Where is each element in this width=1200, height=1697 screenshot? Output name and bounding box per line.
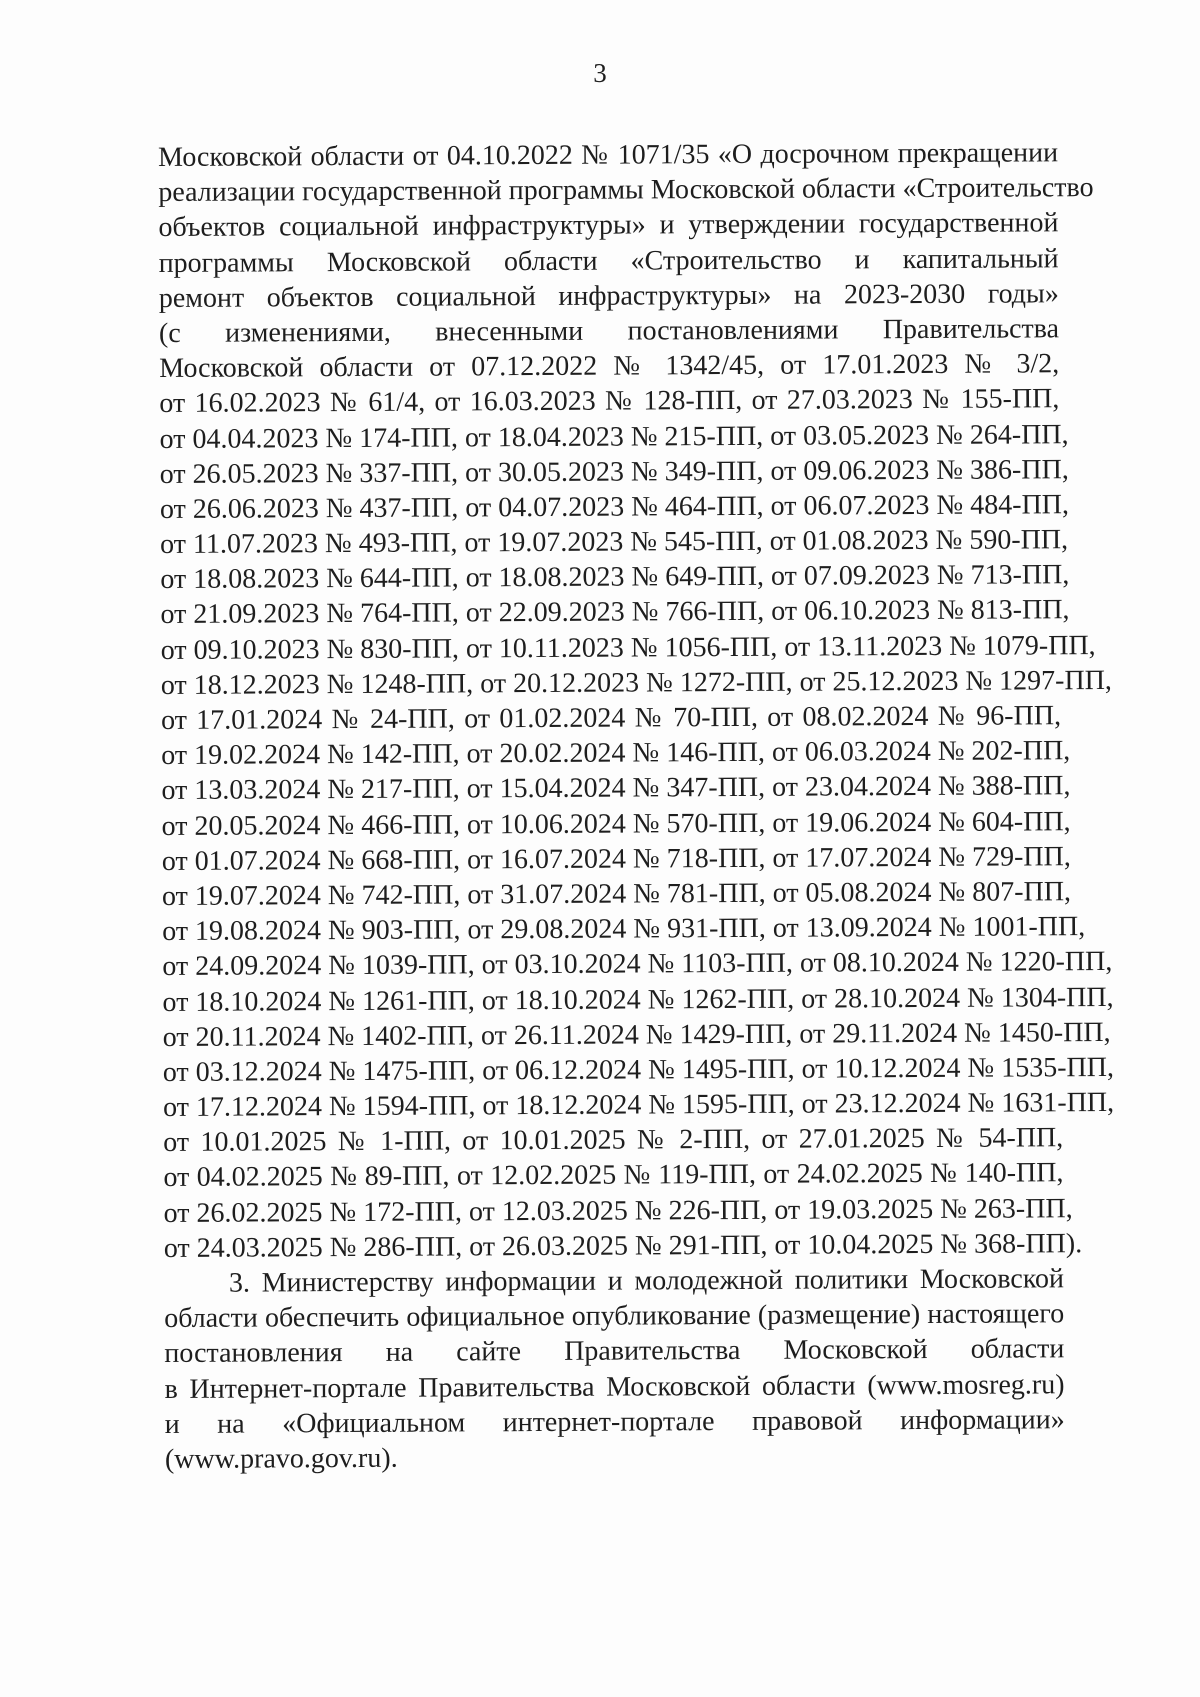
text-line: от 19.08.2024 № 903-ПП, от 29.08.2024 № 931-ПП, от 13.09.2024 № 1001-ПП,	[162, 911, 1086, 948]
text-line: в Интернет-портале Правительства Московской области (www.mosreg.ru)	[164, 1368, 1065, 1405]
text-line: от 18.08.2023 № 644-ПП, от 18.08.2023 № 649-ПП, от 07.09.2023 № 713-ПП,	[160, 559, 1070, 596]
text-line: от 17.01.2024 № 24-ПП, от 01.02.2024 № 70-ПП, от 08.02.2024 № 96-ПП,	[160, 700, 1062, 736]
text-line: от 20.11.2024 № 1402-ПП, от 26.11.2024 № 1429-ПП, от 29.11.2024 № 1450-ПП,	[162, 1016, 1111, 1053]
page-number: 3	[593, 58, 607, 88]
text-line: (с изменениями, внесенными постановлениями Правительства	[158, 313, 1060, 349]
text-line: от 18.12.2023 № 1248-ПП, от 20.12.2023 № 1272-ПП, от 25.12.2023 № 1297-ПП,	[160, 664, 1112, 701]
item-3-paragraph	[164, 1261, 1065, 1477]
document-body	[158, 135, 1115, 1477]
text-line: постановления на сайте Правительства Московской области	[164, 1333, 1065, 1370]
text-line: области обеспечить официальное опубликование (размещение) настоящего	[164, 1298, 1065, 1335]
text-line: от 01.07.2024 № 668-ПП, от 16.07.2024 № 718-ПП, от 17.07.2024 № 729-ПП,	[161, 840, 1071, 877]
main-paragraph	[158, 135, 1115, 1266]
text-line: от 17.12.2024 № 1594-ПП, от 18.12.2024 № 1595-ПП, от 23.12.2024 № 1631-ПП,	[162, 1087, 1115, 1124]
text-line: программы Московской области «Строительство и капитальный	[158, 242, 1059, 279]
text-line: от 11.07.2023 № 493-ПП, от 19.07.2023 № 545-ПП, от 01.08.2023 № 590-ПП,	[160, 524, 1069, 561]
text-line: реализации государственной программы Московской области «Строительство	[158, 172, 1094, 209]
text-line: от 20.05.2024 № 466-ПП, от 10.06.2024 № 570-ПП, от 19.06.2024 № 604-ПП,	[161, 805, 1071, 842]
text-line: от 04.02.2025 № 89-ПП, от 12.02.2025 № 119-ПП, от 24.02.2025 № 140-ПП,	[163, 1157, 1064, 1194]
text-line: от 24.03.2025 № 286-ПП, от 26.03.2025 № 291-ПП, от 10.04.2025 № 368-ПП).	[163, 1227, 1083, 1264]
text-line: от 19.02.2024 № 142-ПП, от 20.02.2024 № 146-ПП, от 06.03.2024 № 202-ПП,	[161, 735, 1071, 772]
text-line: от 18.10.2024 № 1261-ПП, от 18.10.2024 № 1262-ПП, от 28.10.2024 № 1304-ПП,	[162, 981, 1114, 1018]
text-line: ремонт объектов социальной инфраструктуры» на 2023-2030 годы»	[158, 278, 1059, 314]
text-line: от 26.05.2023 № 337-ПП, от 30.05.2023 № 349-ПП, от 09.06.2023 № 386-ПП,	[159, 453, 1069, 490]
text-line: от 26.06.2023 № 437-ПП, от 04.07.2023 № 464-ПП, от 06.07.2023 № 484-ПП,	[159, 489, 1070, 525]
text-line: от 26.02.2025 № 172-ПП, от 12.03.2025 № 226-ПП, от 19.03.2025 № 263-ПП,	[163, 1192, 1073, 1229]
text-line: объектов социальной инфраструктуры» и утверждении государственной	[158, 207, 1059, 244]
text-line: 3. Министерству информации и молодежной политики Московской	[228, 1263, 1065, 1299]
text-line: (www.pravo.gov.ru).	[164, 1442, 398, 1475]
text-line: Московской области от 07.12.2022 № 1342/45, от 17.01.2023 № 3/2,	[159, 348, 1060, 385]
text-line: Московской области от 04.10.2022 № 1071/35 «О досрочном прекращении	[158, 137, 1059, 173]
text-line: от 09.10.2023 № 830-ПП, от 10.11.2023 № 1056-ПП, от 13.11.2023 № 1079-ПП,	[160, 629, 1096, 666]
text-line: от 24.09.2024 № 1039-ПП, от 03.10.2024 № 1103-ПП, от 08.10.2024 № 1220-ПП,	[162, 946, 1113, 983]
text-line: от 04.04.2023 № 174-ПП, от 18.04.2023 № 215-ПП, от 03.05.2023 № 264-ПП,	[159, 418, 1069, 455]
text-line: от 16.02.2023 № 61/4, от 16.03.2023 № 128-ПП, от 27.03.2023 № 155-ПП,	[159, 383, 1060, 420]
text-line: от 19.07.2024 № 742-ПП, от 31.07.2024 № 781-ПП, от 05.08.2024 № 807-ПП,	[161, 876, 1072, 912]
text-line: от 13.03.2024 № 217-ПП, от 15.04.2024 № 347-ПП, от 23.04.2024 № 388-ПП,	[161, 770, 1071, 807]
text-line: от 10.01.2025 № 1-ПП, от 10.01.2025 № 2-ПП, от 27.01.2025 № 54-ПП,	[163, 1122, 1064, 1159]
text-line: и на «Официальном интернет-портале правовой информации»	[164, 1404, 1065, 1440]
text-line: от 21.09.2023 № 764-ПП, от 22.09.2023 № 766-ПП, от 06.10.2023 № 813-ПП,	[160, 594, 1070, 631]
text-line: от 03.12.2024 № 1475-ПП, от 06.12.2024 № 1495-ПП, от 10.12.2024 № 1535-ПП,	[162, 1051, 1114, 1088]
